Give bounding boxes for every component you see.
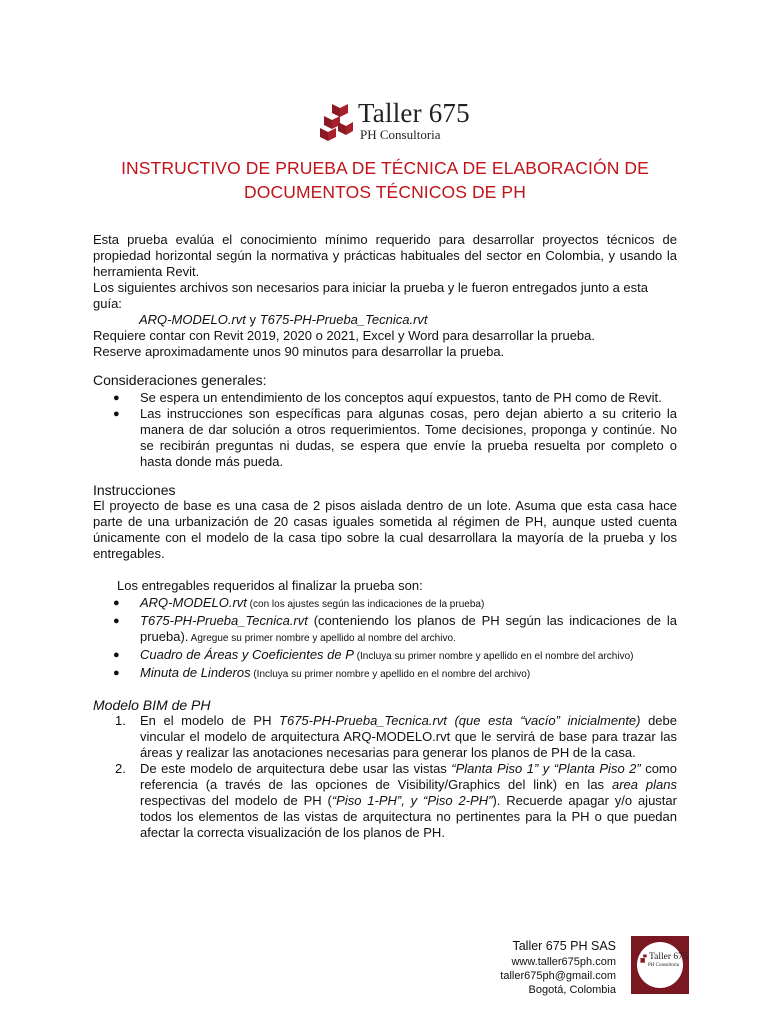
bim-heading: Modelo BIM de PH [93, 697, 211, 713]
title-line-2: DOCUMENTOS TÉCNICOS DE PH [244, 182, 526, 202]
considerations-heading: Consideraciones generales: [93, 372, 267, 388]
list-item [93, 595, 677, 613]
bullet-icon: ● [113, 408, 120, 420]
deliverables-heading: Los entregables requeridos al finalizar la prueba son: [117, 578, 423, 593]
list-item [93, 647, 677, 665]
step-text-italic: T675-PH-Prueba_Tecnica.rvt (que esta “vacío” inicialmente) [279, 713, 641, 728]
list-item [93, 613, 677, 647]
software-requirements: Requiere contar con Revit 2019, 2020 o 2021, Excel y Word para desarrollar la prueba. [93, 328, 595, 343]
step-text-italic: area plans [611, 777, 677, 792]
considerations-list [93, 390, 677, 470]
logo-subtitle: PH Consultoria [360, 127, 441, 142]
step-text: ). Recuerde apagar y/o ajustar todos los elementos de las vistas de arquitectura no pertinentes para la PH o que puedan afectar la correcta visualización de los planos de PH. [140, 793, 677, 840]
step-text: debe vincular el modelo de arquitectura ARQ-MODELO.rvt que le servirá de base para trazar las áreas y realizar las anotaciones necesarias para generar los planos de PH de la casa. [140, 713, 677, 760]
step-text: respectivas del modelo de PH ( [140, 793, 332, 808]
bullet-icon: ● [113, 667, 120, 679]
deliverable-note: (Incluya su primer nombre y apellido en el nombre del archivo) [353, 651, 634, 662]
list-item [93, 665, 677, 683]
list-item [93, 406, 677, 470]
deliverable-note: (Incluya su primer nombre y apellido en el nombre del archivo) [250, 669, 531, 680]
step-number: 1. [115, 713, 126, 728]
deliverables-list [93, 595, 677, 683]
step-text-italic: “Planta Piso 1” y “Planta Piso 2” [451, 761, 641, 776]
footer-website[interactable]: www.taller675ph.com [511, 956, 616, 968]
instructions-paragraph: El proyecto de base es una casa de 2 pisos aislada dentro de un lote. Asuma que esta casa hace parte de una urbanización de 20 casas iguales sometida al régimen de PH, aunque usted cuenta únicamente con el modelo de la casa tipo sobre la cual desarrollara la mayoría de la prueba y los entregables. [93, 498, 677, 561]
instructions-heading: Instrucciones [93, 482, 176, 498]
bullet-icon: ● [113, 392, 120, 404]
list-item-text: Se espera un entendimiento de los conceptos aquí expuestos, tanto de PH como de Revit. [140, 390, 662, 405]
step-text-italic: “Piso 1-PH”, y “Piso 2-PH” [331, 793, 493, 808]
logo-name: Taller 675 [358, 98, 470, 128]
stacked-blocks-icon [640, 954, 648, 963]
company-logo [318, 100, 470, 142]
step-text: En el modelo de PH [140, 713, 280, 728]
list-item [93, 390, 677, 406]
deliverable-name: T675-PH-Prueba_Tecnica.rvt [140, 613, 308, 628]
list-item [93, 761, 677, 841]
deliverable-note: (con los ajustes según las indicaciones de la prueba) [246, 599, 485, 610]
footer-contact [500, 937, 616, 997]
list-item-text: Las instrucciones son específicas para algunas cosas, pero dejan abierto a su criterio la manera de dar solución a otros requerimientos. Tome decisiones, proponga y continúe. No se recibirán preguntas ni dudas, se espera que envíe la prueba resuelta por completo o hasta donde más pueda. [140, 406, 677, 469]
required-files [93, 312, 677, 328]
step-text: De este modelo de arquitectura debe usar las vistas [140, 761, 452, 776]
intro-paragraph: Esta prueba evalúa el conocimiento mínimo requerido para desarrollar proyectos técnicos de propiedad horizontal según la normativa y prácticas habituales del sector en Colombia, y usando la herramienta Revit. [93, 232, 677, 279]
footer-logo-name: Taller 675 [649, 952, 688, 962]
deliverable-description: (conteniendo los planos de PH según las indicaciones de la prueba). [140, 613, 677, 644]
document-body [93, 232, 677, 841]
title-line-1: INSTRUCTIVO DE PRUEBA DE TÉCNICA DE ELABORACIÓN DE [121, 158, 649, 178]
bullet-icon: ● [113, 649, 120, 661]
file-arq-modelo: ARQ-MODELO.rvt [139, 312, 246, 327]
stacked-blocks-icon [318, 102, 354, 142]
files-connector: y [245, 312, 260, 327]
deliverable-name: Cuadro de Áreas y Coeficientes de P [140, 647, 354, 662]
footer-city: Bogotá, Colombia [528, 984, 616, 996]
deliverable-note: Agregue su primer nombre y apellido al nombre del archivo. [188, 633, 456, 644]
time-estimate: Reserve aproximadamente unos 90 minutos para desarrollar la prueba. [93, 344, 505, 359]
deliverable-name: Minuta de Linderos [140, 665, 251, 680]
document-title [80, 156, 690, 204]
footer-email[interactable]: taller675ph@gmail.com [500, 970, 616, 982]
file-t675: T675-PH-Prueba_Tecnica.rvt [259, 312, 428, 327]
deliverable-name: ARQ-MODELO.rvt [140, 595, 247, 610]
footer-logo [631, 936, 689, 994]
bullet-icon: ● [113, 597, 120, 609]
step-text: como referencia (a través de las opciones de Visibility/Graphics del link) en las [140, 761, 677, 792]
bim-steps-list [93, 713, 677, 841]
bullet-icon: ● [113, 615, 120, 627]
step-number: 2. [115, 761, 126, 776]
intro-files-line: Los siguientes archivos son necesarios para iniciar la prueba y le fueron entregados junto a esta guía: [93, 280, 649, 311]
footer-company: Taller 675 PH SAS [512, 939, 616, 953]
list-item [93, 713, 677, 761]
footer-logo-subtitle: PH Consultoria [648, 963, 679, 968]
